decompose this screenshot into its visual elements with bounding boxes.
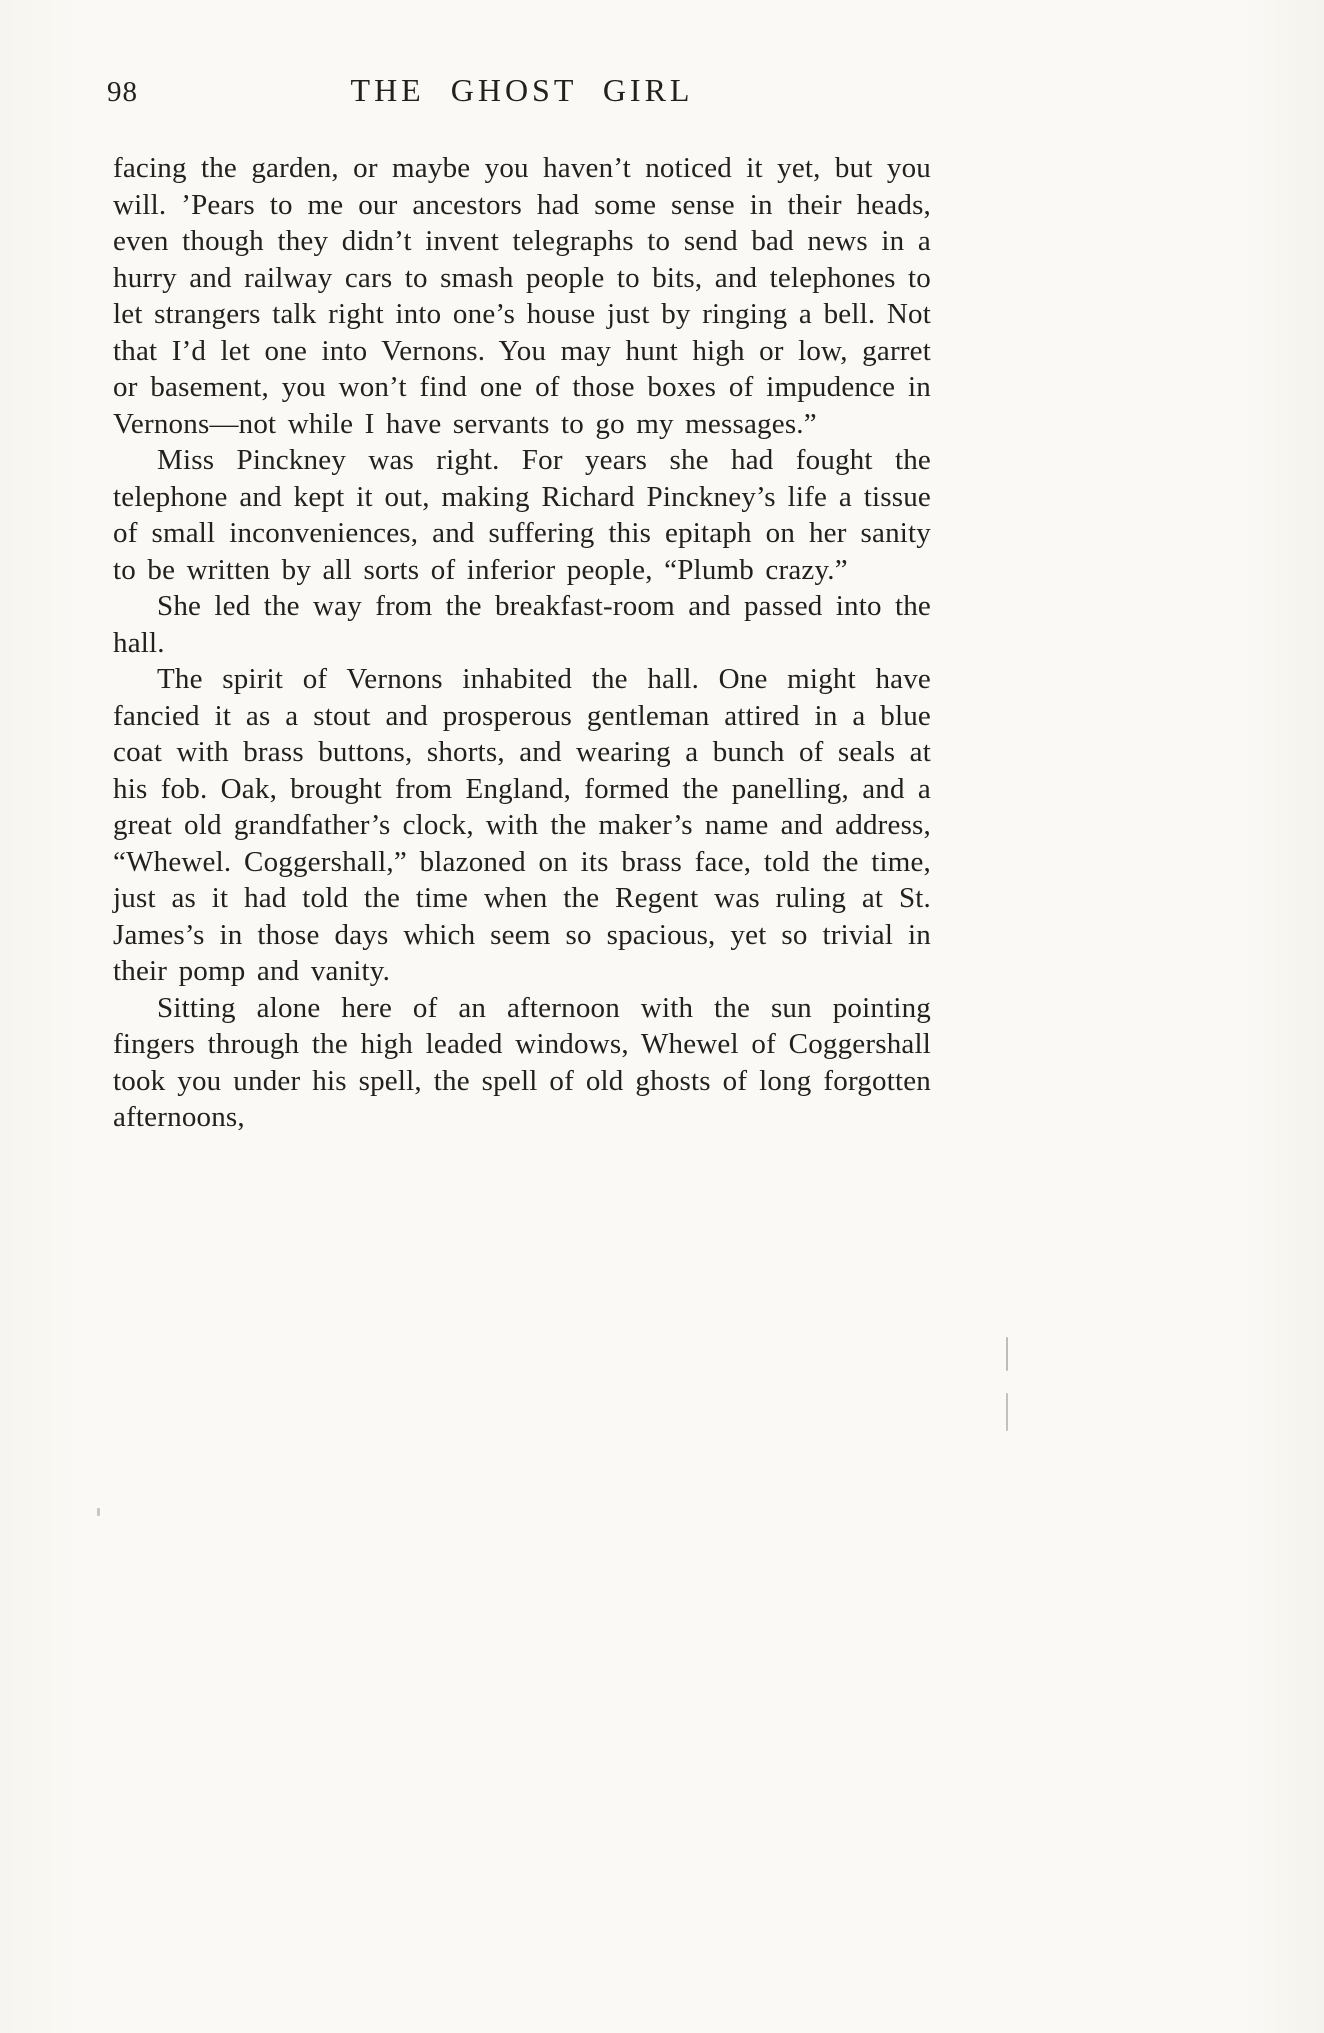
scan-artifact — [1006, 1337, 1008, 1371]
paragraph: She led the way from the breakfast-room and passed into the hall. — [113, 590, 931, 659]
running-title: THE GHOST GIRL — [350, 72, 694, 108]
paragraph: The spirit of Vernons inhabited the hall. One might have fancied it as a stout and prosperous gentleman attired in a blue coat with brass buttons, shorts, and wearing a bunch of seals at his fob. Oak, brought from England, formed the panelling, and a great old grandfather’s clock, with the maker’s name and address, “Whewel. Coggershall,” blazoned on its brass face, told the time, just as it had told the time when the Regent was ruling at St. James’s in those days which seem so spacious, yet so trivial in their pomp and vanity. — [113, 663, 931, 987]
page-number: 98 — [107, 76, 138, 108]
page-text — [113, 150, 931, 1136]
page-header — [107, 72, 931, 114]
paragraph: Miss Pinckney was right. For years she had fought the telephone and kept it out, making Richard Pinckney’s life a tissue of small inconveniences, and suffering this epitaph on her sanity to be written by all sorts of inferior people, “Plumb crazy.” — [113, 444, 931, 586]
paragraph: facing the garden, or maybe you haven’t noticed it yet, but you will. ’Pears to me our ancestors had some sense in their heads, even though they didn’t invent telegraphs to send bad news in a hurry and railway cars to smash people to bits, and telephones to let strangers talk right into one’s house just by ringing a bell. Not that I’d let one into Vernons. You may hunt high or low, garret or basement, you won’t find one of those boxes of impudence in Vernons—not while I have servants to go my messages.” — [113, 152, 931, 440]
scan-artifact — [1006, 1393, 1008, 1431]
paragraph: Sitting alone here of an afternoon with the sun pointing fingers through the high leaded windows, Whewel of Coggershall took you under his spell, the spell of old ghosts of long forgotten afternoons, — [113, 991, 931, 1133]
scan-artifact — [97, 1508, 100, 1516]
